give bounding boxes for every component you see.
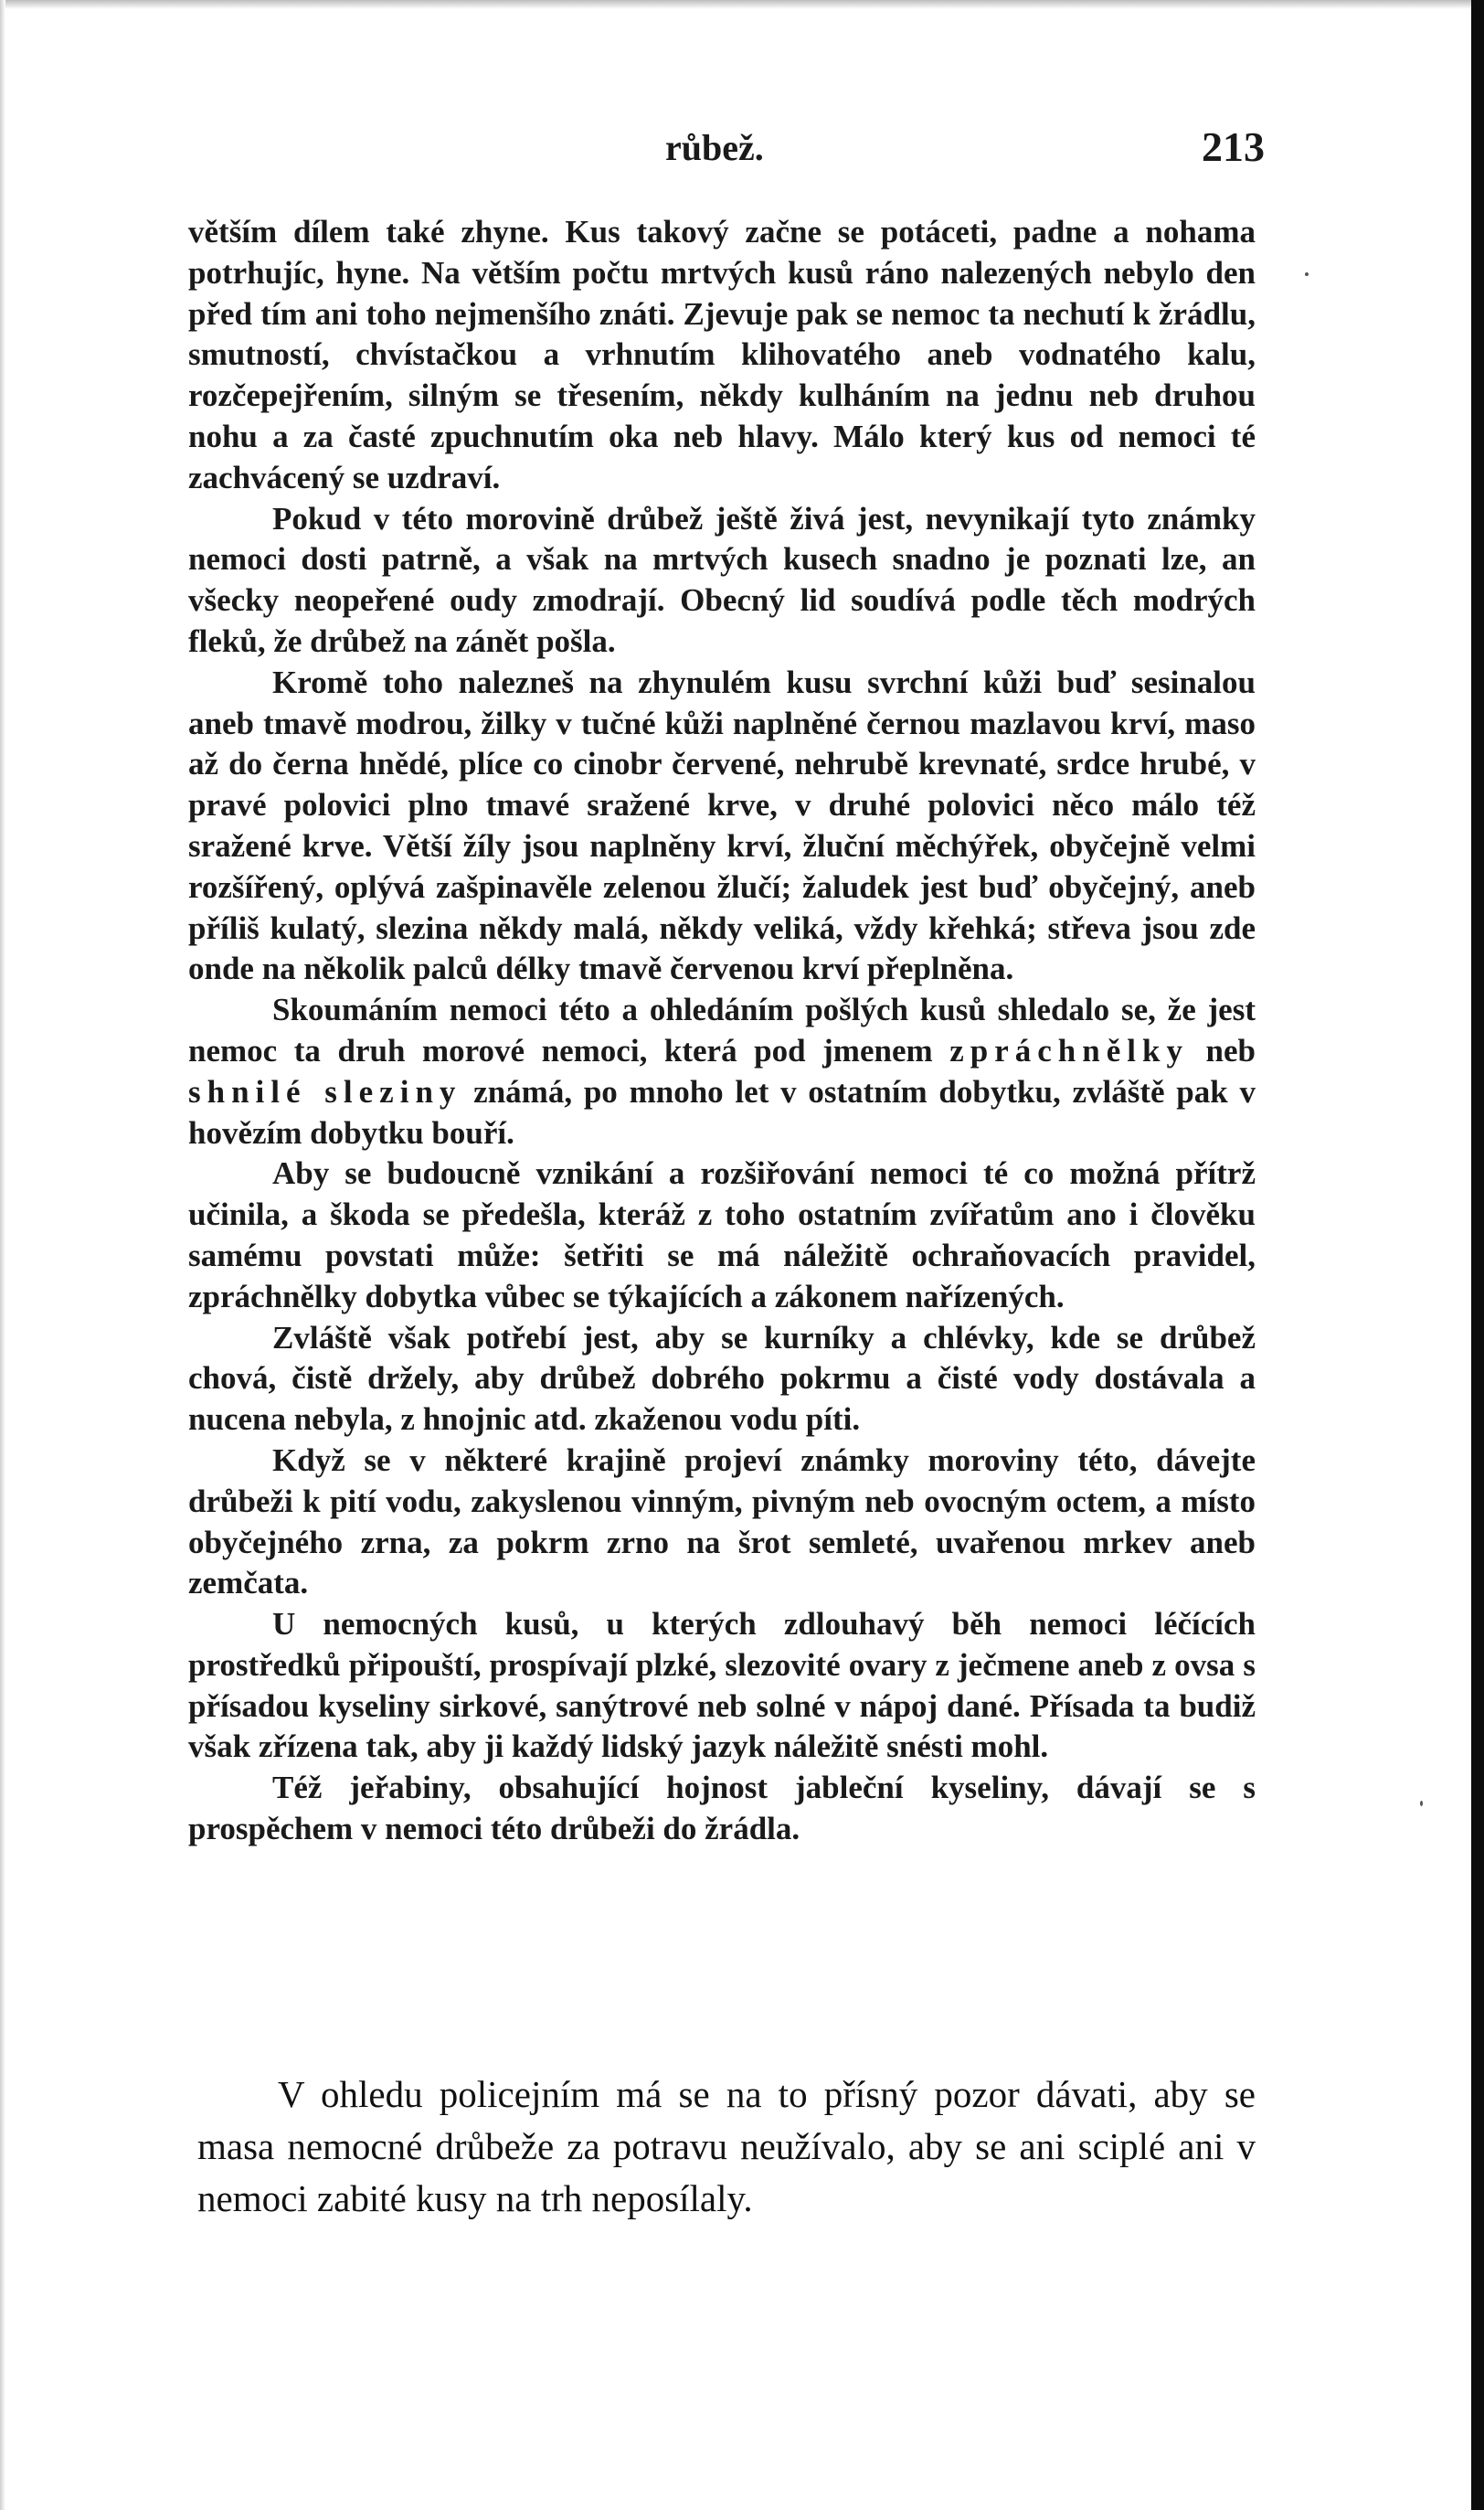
paragraph-text: Kromě toho nalezneš na zhynulém kusu svrchní kůži buď sesinalou aneb tmavě modrou, žilky v tučné kůži naplněné černou mazlavou krví, maso až do černa hnědé, plíce co cinobr červené, nehrubě krevnaté, srdce hrubé, v pravé polovici plno tmavé sražené krve, v druhé polovici něco málo též sražené krve. Větší žíly jsou naplněny krví, žluční měchýřek, obyčejně velmi rozšířený, oplývá zašpinavěle zelenou žlučí; žaludek jest buď obyčejný, aneb příliš kulatý, slezina někdy malá, někdy veliká, vždy křehká; střeva jsou zde onde na několik palců délky tmavě červenou krví přeplněna. (188, 664, 1256, 987)
paragraph-text: U nemocných kusů, u kterých zdlouhavý běh nemoci léčících prostředků připouští, prospívají plzké, slezovité ovary z ječmene aneb z ovsa s přísadou kyseliny sirkové, sanýtrové neb solné v nápoj dané. Přísada ta budiž však zřízena tak, aby ji každý lidský jazyk náležitě snésti mohl. (188, 1606, 1256, 1765)
paragraph (188, 499, 1256, 663)
paragraph-text: známá, po mnoho let v ostatním dobytku, zvláště pak v hovězím dobytku bouří. (188, 1073, 1256, 1151)
paragraph (188, 1604, 1256, 1768)
paragraph (188, 1768, 1256, 1850)
paper-speck (1305, 272, 1309, 276)
closing-paragraph: V ohledu policejním má se na to přísný pozor dávati, aby se masa nemocné drůbeže za potravu neužívalo, aby se ani sciplé ani v nemoci zabité kusy na trh neposílaly. (197, 2073, 1256, 2219)
spaced-term: zpráchnělky (949, 1032, 1189, 1069)
paper-speck (1420, 1801, 1423, 1806)
paragraph-text: neb (1188, 1032, 1256, 1069)
page-header (181, 123, 1265, 181)
paragraph (188, 1318, 1256, 1441)
paragraph (188, 1154, 1256, 1317)
paragraph-text: Aby se budoucně vznikání a rozšiřování nemoci té co možná přítrž učinila, a škoda se předešla, kteráž z toho ostatním zvířatům ano i člověku samému povstati může: šetřiti se má náležitě ochraňovacích pravidel, zpráchnělky dobytka vůbec se týkajících a zákonem nařízených. (188, 1155, 1256, 1314)
paragraph (188, 663, 1256, 990)
paragraph (188, 1441, 1256, 1604)
spaced-term: shnilé sleziny (188, 1073, 462, 1110)
paragraph-text: Skoumáním nemoci této a ohledáním pošlých kusů shledalo se, že jest nemoc ta druh morové nemoci, která pod jmenem (188, 992, 1256, 1069)
page-left-shadow (0, 0, 5, 2510)
paragraph-text: Když se v některé krajině projeví známky moroviny této, dávejte drůbeži k pití vodu, zakyslenou vinným, pivným neb ovocným octem, a místo obyčejného zrna, za pokrm zrno na šrot semleté, uvařenou mrkev aneb zemčata. (188, 1441, 1256, 1601)
paragraph-text: Pokud v této morovině drůbež ještě živá jest, nevynikají tyto známky nemoci dosti patrně, a však na mrtvých kusech snadno je poznati lze, an všecky neopeřené oudy zmodrají. Obecný lid soudívá podle těch modrých fleků, že drůbež na zánět pošla. (188, 500, 1256, 659)
paragraph-text: Zvláště však potřebí jest, aby se kurníky a chlévky, kde se drůbež chová, čistě držely, aby drůbež dobrého pokrmu a čisté vody dostávala a nucena nebyla, z hnojnic atd. zkaženou vodu píti. (188, 1319, 1256, 1438)
paragraph (188, 990, 1256, 1154)
paragraph (188, 212, 1256, 499)
page-top-shadow (0, 0, 1484, 9)
body-text (188, 212, 1256, 1850)
page-number: 213 (1202, 123, 1265, 170)
closing-paragraph-block (197, 2069, 1256, 2225)
page-binding-edge (1471, 0, 1484, 2510)
paragraph-text: Též jeřabiny, obsahující hojnost jableční kyseliny, dávají se s prospěchem v nemoci této drůbeži do žrádla. (188, 1770, 1256, 1847)
running-head: růbež. (665, 127, 764, 168)
paragraph-text: větším dílem také zhyne. Kus takový začne se potáceti, padne a nohama potrhujíc, hyne. Na větším počtu mrtvých kusů ráno nalezených nebylo den před tím ani toho nejmenšího znáti. Zjevuje pak se nemoc ta nechutí k žrádlu, smutností, chvístačkou a vrhnutím klihovatého aneb vodnatého kalu, rozčepejřením, silným se třesením, někdy kulháním na jednu neb druhou nohu a za časté zpuchnutím oka neb hlavy. Málo který kus od nemoci té zachvácený se uzdraví. (188, 214, 1256, 495)
